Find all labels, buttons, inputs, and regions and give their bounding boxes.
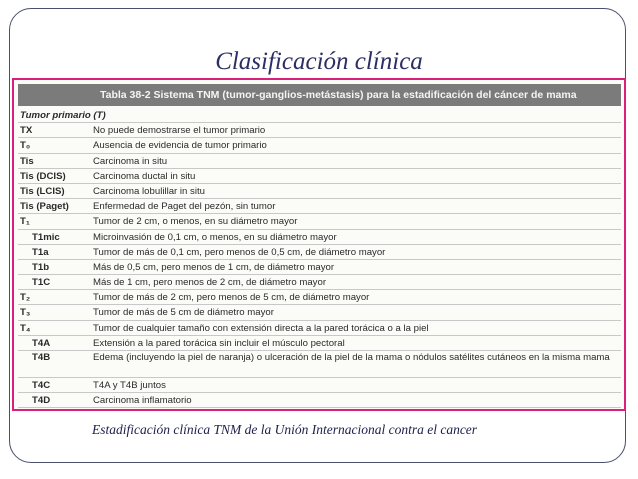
- row-desc: Tumor de más de 5 cm de diámetro mayor: [93, 307, 274, 319]
- table-row: [18, 351, 621, 378]
- table-row: [18, 199, 621, 214]
- row-desc: Más de 1 cm, pero menos de 2 cm, de diámetro mayor: [93, 277, 327, 289]
- row-code: T₃: [20, 307, 31, 319]
- row-desc: Tumor de cualquier tamaño con extensión directa a la pared torácica o a la piel: [93, 322, 429, 334]
- row-code: T4B: [32, 352, 51, 363]
- row-code: T1a: [32, 246, 49, 258]
- table-image-frame: [12, 78, 626, 411]
- row-code: T4C: [32, 380, 51, 391]
- row-code: Tis (Paget): [20, 201, 69, 213]
- row-code: Tis (LCIS): [20, 185, 65, 197]
- table-row: [18, 321, 621, 336]
- row-desc: Carcinoma ductal in situ: [93, 170, 196, 182]
- row-desc: Carcinoma lobulillar in situ: [93, 185, 205, 197]
- row-code: T1mic: [32, 231, 60, 243]
- row-code: T₄: [20, 322, 31, 334]
- table-row: [18, 245, 621, 260]
- row-code: T₁: [20, 216, 30, 228]
- row-desc: T4A y T4B juntos: [93, 380, 166, 391]
- row-code: T4A: [32, 337, 51, 349]
- row-desc: Enfermedad de Paget del pezón, sin tumor: [93, 201, 276, 213]
- table-row: [18, 275, 621, 290]
- row-desc: Carcinoma in situ: [93, 155, 168, 167]
- row-code: Tis: [20, 155, 34, 167]
- table-row: [18, 378, 621, 393]
- row-code: Tis (DCIS): [20, 170, 66, 182]
- table-row: [18, 290, 621, 305]
- table-header: Tabla 38-2 Sistema TNM (tumor-ganglios-metástasis) para la estadificación del cáncer de mama: [18, 84, 621, 106]
- row-code: TX: [20, 125, 33, 137]
- row-desc: Carcinoma inflamatorio: [93, 395, 192, 407]
- row-code: T₀: [20, 140, 31, 152]
- row-desc: Tumor de 2 cm, o menos, en su diámetro mayor: [93, 216, 298, 228]
- table-row: [18, 184, 621, 199]
- table-body: [18, 108, 621, 408]
- row-code: T4D: [32, 395, 51, 407]
- table-row: [18, 305, 621, 320]
- row-desc: Edema (incluyendo la piel de naranja) o ulceración de la piel de la mama o nódulos satélites cutáneos en la misma mama: [93, 352, 610, 363]
- row-desc: Ausencia de evidencia de tumor primario: [93, 140, 267, 152]
- row-code: T1b: [32, 261, 50, 273]
- table-row: [18, 123, 621, 138]
- row-desc: Tumor de más de 0,1 cm, pero menos de 0,5 cm, de diámetro mayor: [93, 246, 386, 258]
- table-row: [18, 138, 621, 153]
- row-desc: Más de 0,5 cm, pero menos de 1 cm, de diámetro mayor: [93, 261, 335, 273]
- row-desc: Microinvasión de 0,1 cm, o menos, en su diámetro mayor: [93, 231, 337, 243]
- table-row: [18, 154, 621, 169]
- table-row: [18, 214, 621, 229]
- table-row: [18, 336, 621, 351]
- table-row: [18, 393, 621, 408]
- row-desc: Extensión a la pared torácica sin incluir el músculo pectoral: [93, 337, 345, 349]
- row-code: T₂: [20, 292, 31, 304]
- section-row: [18, 108, 621, 123]
- table-row: [18, 260, 621, 275]
- row-code: T1C: [32, 277, 51, 289]
- section-label: Tumor primario (T): [20, 110, 106, 121]
- table-row: [18, 230, 621, 245]
- slide-title: Clasificación clínica: [215, 48, 423, 75]
- slide-caption: Estadificación clínica TNM de la Unión Internacional contra el cancer: [92, 422, 478, 437]
- row-desc: Tumor de más de 2 cm, pero menos de 5 cm, de diámetro mayor: [93, 292, 370, 304]
- table-row: [18, 169, 621, 184]
- row-desc: No puede demostrarse el tumor primario: [93, 125, 266, 137]
